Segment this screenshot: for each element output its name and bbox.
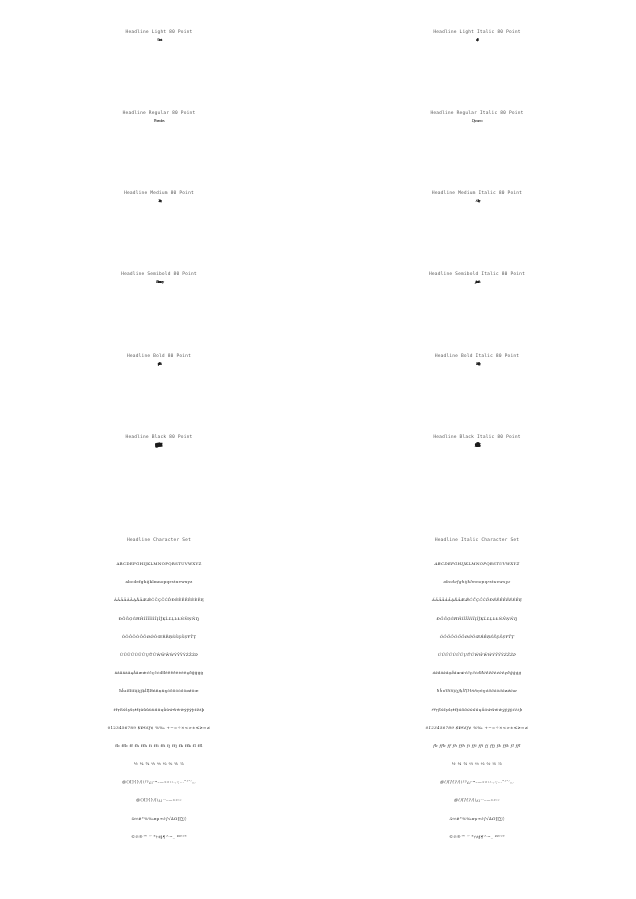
specimen-word-bold: [0, 362, 318, 366]
specimen-caption: Headline Black Italic 80 Point: [433, 435, 521, 440]
specimen-word-regular-italic: Dynamo: [471, 118, 483, 123]
charset-line: ½ ¼ ¾ ⅓ ⅔ ⅛ ⅜ ⅝ ⅞: [451, 761, 503, 767]
specimen-caption: Headline Light 80 Point: [125, 30, 193, 35]
italic-column: [318, 0, 636, 899]
specimen-caption: Headline Bold 80 Point: [126, 354, 191, 359]
specimen-word-light-italic: Riflincka: [476, 37, 478, 42]
specimen-caption: Headline Regular Italic 80 Point: [430, 111, 524, 116]
charset-line: ©℗®™ ′″ *†‡§¶^~_ ªº¹²³: [449, 833, 505, 839]
specimen-word-black: [0, 443, 318, 447]
specimen-caption: Headline Semibold 80 Point: [121, 272, 197, 277]
charset-line: ABCDEFGHIJKLMNOPQRSTUVWXYZ: [434, 561, 520, 566]
charset-line: ŕřŗßśšşŝșŧťţúŭûüùűūųůũẃŵẅẁýŷÿỳźžżþ: [431, 706, 523, 712]
specimen-caption: Headline Medium Italic 80 Point: [431, 191, 523, 196]
specimen-caption: Headline Bold Italic 80 Point: [434, 354, 520, 359]
specimen-word-medium-italic: Swarthy: [475, 198, 479, 203]
charset-line: ©℗®™ ′″ *†‡§¶^~_ ªº¹²³: [131, 833, 187, 839]
charset-caption: Headline Character Set: [126, 538, 191, 543]
charset-line: ÁĂÂÄÀĀĄÅÃÆǼĆČÇĈĊĎĐÉĔĚÊËĖÈĒĘ: [431, 597, 523, 603]
specimen-caption: Headline Light Italic 80 Point: [433, 30, 521, 35]
specimen-caption: Headline Medium 80 Point: [124, 191, 194, 196]
charset-line: fb ffb ff fh ffh fi ffi ffi fj ffj fk ffk fl ffl: [115, 742, 203, 748]
specimen-word-regular: Phenoles: [153, 118, 165, 123]
charset-line: ÓŎÔÖÒŐŌØǾÕŒŔŘŖŚŠŞŜȘŦŤŢ: [121, 633, 197, 639]
charset-line: &¤#°%‰πµ∞∂∫√∆Ω∏∑◊: [131, 815, 187, 821]
charset-line: &¤#°%‰πµ∞∂∫√∆Ω∏∑◊: [449, 815, 505, 821]
specimen-word-semibold: Rheumy: [155, 279, 163, 284]
charset-line: ½ ¼ ¾ ⅓ ⅔ ⅛ ⅜ ⅝ ⅞: [133, 761, 185, 767]
charset-line: ABCDEFGHIJKLMNOPQRSTUVWXYZ: [116, 561, 202, 566]
charset-line: ħĥıíĭîïìīįĩȷĵķĺľļŀłńňņñŋóŏôöòőōøǿõœ: [119, 688, 199, 694]
charset-line: 0123456789 $¥€£ƒ¢ %‰ +−=÷×<>±≤≥≈≠: [425, 724, 529, 730]
specimen-word-medium: Zeragiko: [157, 198, 161, 203]
charset-line: @()[]{}/|\¿¡·-–—«»‹›: [136, 797, 182, 803]
charset-line: 0123456789 $¥€£ƒ¢ %‰ +−=÷×<>±≤≥≈≠: [107, 724, 211, 730]
charset-line: áăâäàāąåãæǽćčçĉċďđéĕěêëėèēęðğĝģġ: [114, 670, 204, 676]
charset-line: ÚŬÛÜÙŰŪŲŮŨẂŴẄẀÝŶŸỲŹŽŻÞ: [437, 651, 517, 657]
charset-line: ÁĂÂÄÀĀĄÅÃÆǼĆČÇĈĊĎĐÉĔĚÊËĖÈĒĘ: [113, 597, 205, 603]
specimen-word-light: Chromica: [157, 37, 161, 42]
charset-line: ÚŬÛÜÙŰŪŲŮŨẂŴẄẀÝŶŸỲŹŽŻÞ: [119, 651, 199, 657]
charset-caption: Headline Italic Character Set: [434, 538, 520, 543]
specimen-caption: Headline Semibold Italic 80 Point: [428, 272, 525, 277]
specimen-word-bold-italic: [318, 362, 636, 366]
specimen-caption: Headline Regular 80 Point: [122, 111, 196, 116]
charset-line: @()[]{}/|\¿¡·-–—«»‹›: [454, 797, 500, 803]
charset-line: áăâäàāąåãæǽćčçĉċďđéĕěêëėèēęðğĝģġ: [432, 670, 522, 676]
specimen-word-semibold-italic: Janacek: [475, 279, 479, 284]
specimen-word-black-italic: [318, 443, 636, 447]
charset-line: @()[]{}/|\!?¿¡-•–—«»‹›.,:;…“”‘’„‚: [122, 779, 196, 785]
charset-line: abcdefghijklmnopqrstuvwxyz: [443, 579, 511, 585]
charset-line: ħĥıíĭîïìīįĩȷĵķĺľļŀłńňņñŋóŏôöòőōøǿõœ: [436, 688, 518, 694]
character-set: [318, 555, 636, 846]
charset-line: fb ffb ff fh ffh fi ffi ffi fj ffj fk ffk fl ffl: [433, 742, 521, 748]
charset-line: ÐĞĜĢĠĦĤÍĬÎÏİÌĪĮĨĴĶĹĽĻĿŁŃŇŅÑŊ: [436, 615, 518, 621]
charset-line: ÐĞĜĢĠĦĤÍĬÎÏİÌĪĮĨĴĶĹĽĻĿŁŃŇŅÑŊ: [118, 615, 200, 621]
specimen-caption: Headline Black 80 Point: [125, 435, 193, 440]
charset-line: ÓŎÔÖÒŐŌØǾÕŒŔŘŖŚŠŞŜȘŦŤŢ: [439, 633, 515, 639]
charset-line: abcdefghijklmnopqrstuvwxyz: [125, 579, 193, 585]
charset-line: ŕřŗßśšşŝșŧťţúŭûüùűūųůũẃŵẅẁýŷÿỳźžżþ: [113, 706, 205, 712]
character-set: [0, 555, 318, 846]
charset-line: @()[]{}/|\!?¿¡-•–—«»‹›.,:;…“”‘’„‚: [440, 779, 514, 785]
